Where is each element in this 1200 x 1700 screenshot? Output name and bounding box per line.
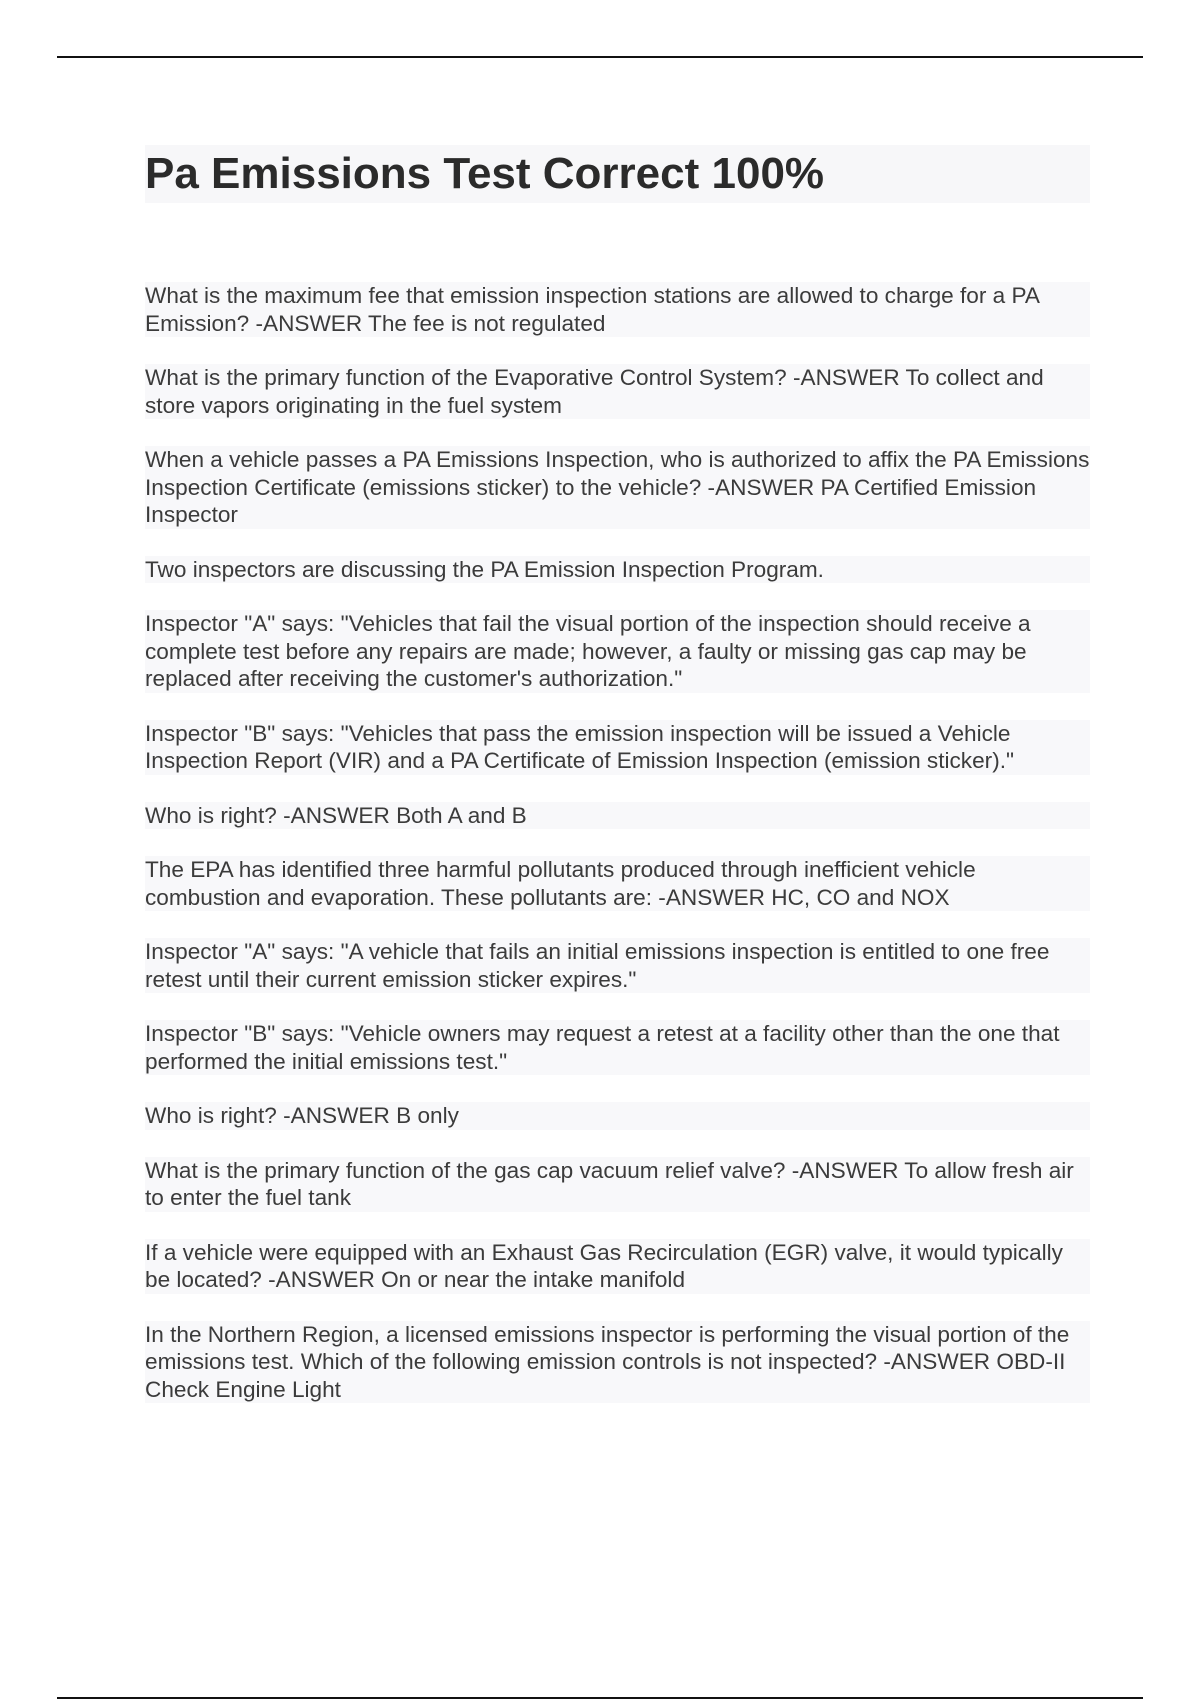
paragraph-fee-question: What is the maximum fee that emission inspection stations are allowed to charge for a PA Emission? -ANSWER The fee is not regulated	[145, 282, 1090, 337]
paragraph-sticker-question: When a vehicle passes a PA Emissions Inspection, who is authorized to affix the PA Emissions Inspection Certificate (emissions sticker) to the vehicle? -ANSWER PA Certified Emission Inspector	[145, 447, 1090, 527]
paragraph-vacuum-relief-question: What is the primary function of the gas cap vacuum relief valve? -ANSWER To allow fresh air to enter the fuel tank	[145, 1157, 1090, 1212]
document-body	[145, 282, 1090, 1430]
paragraph-egr-question: If a vehicle were equipped with an Exhaust Gas Recirculation (EGR) valve, it would typically be located? -ANSWER On or near the intake manifold	[145, 1239, 1090, 1294]
header-rule	[57, 56, 1143, 58]
paragraph-pollutants-question: The EPA has identified three harmful pollutants produced through inefficient vehicle combustion and evaporation. These pollutants are: -ANSWER HC, CO and NOX	[145, 856, 1090, 911]
paragraph-who-is-right-2: Who is right? -ANSWER B only	[145, 1102, 1090, 1130]
footer-rule	[57, 1697, 1143, 1699]
paragraph-inspector-b-statement: Inspector "B" says: "Vehicles that pass the emission inspection will be issued a Vehicle Inspection Report (VIR) and a PA Certificate of Emission Inspection (emission sticker)."	[145, 720, 1090, 775]
document-title: Pa Emissions Test Correct 100%	[145, 145, 1090, 203]
paragraph-northern-region-question: In the Northern Region, a licensed emissions inspector is performing the visual portion of the emissions test. Which of the following emission controls is not inspected? -ANSWER OBD-II Check Engine Light	[145, 1321, 1090, 1404]
paragraph-evaporative-question: What is the primary function of the Evaporative Control System? -ANSWER To collect and store vapors originating in the fuel system	[145, 364, 1090, 419]
paragraph-who-is-right-1: Who is right? -ANSWER Both A and B	[145, 802, 1090, 830]
paragraph-inspector-b-retest: Inspector "B" says: "Vehicle owners may request a retest at a facility other than the one that performed the initial emissions test."	[145, 1020, 1090, 1075]
paragraph-inspectors-intro: Two inspectors are discussing the PA Emission Inspection Program.	[145, 556, 1090, 584]
paragraph-inspector-a-statement: Inspector "A" says: "Vehicles that fail the visual portion of the inspection should receive a complete test before any repairs are made; however, a faulty or missing gas cap may be replaced after receiving the customer's authorization."	[145, 610, 1090, 693]
paragraph-inspector-a-retest: Inspector "A" says: "A vehicle that fails an initial emissions inspection is entitled to one free retest until their current emission sticker expires."	[145, 938, 1090, 993]
